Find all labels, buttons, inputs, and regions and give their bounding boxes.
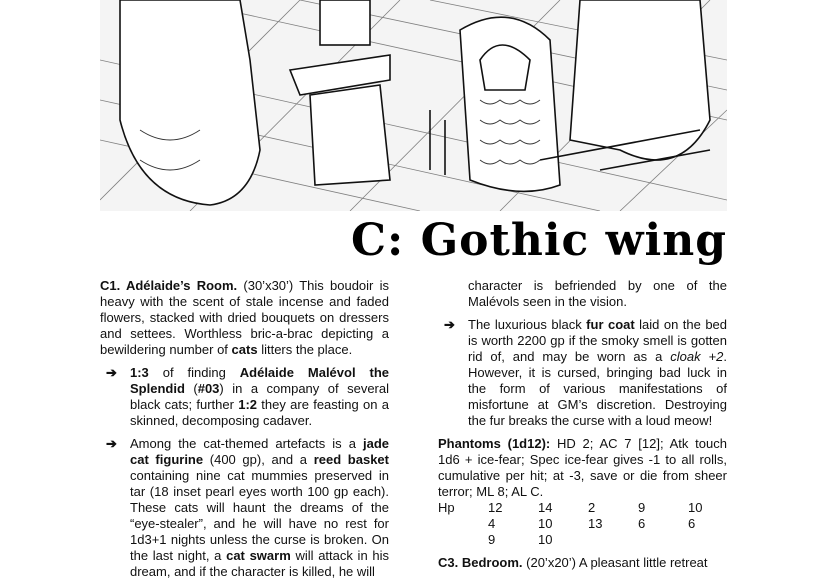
bullet-text: of finding [162,365,226,380]
c1-text: (30’x30’) This boudoir is heavy with the scent of stale incense and faded flowers, stacked with dried bouquets on dressers and settees. Worthless bric-a-brac depicting a bewildering number of [100,278,389,357]
left-column [100,278,389,580]
arrow-icon: ➔ [106,436,117,451]
treasure-item: reed basket [313,452,389,467]
hp-cell [588,532,638,548]
npc-ref: #03 [197,381,220,396]
hp-cell: 2 [588,500,596,515]
magic-item: cloak +2 [670,349,724,364]
c3-paragraph [438,555,727,571]
bullet-text: ) in a company of several black cats; further [130,381,389,412]
bullet-continuation [438,278,727,310]
arrow-icon: ➔ [444,317,455,332]
hp-cell: 12 [488,500,503,515]
bullet-text: they are feasting on a skinned, decomposing cadaver. [130,397,389,428]
monster-heading: Phantoms (1d12): [438,436,551,451]
bullet-text: laid on the bed is worth 2200 gp if the smoky smell is gotten rid of, and may be worn as a [468,317,728,364]
bullet-text: character is befriended by one of the Malévols seen in the vision. [468,278,727,309]
c1-paragraph [100,278,389,358]
odds: 1:2 [238,397,258,412]
bullet-text: ( [193,381,198,396]
hp-cell: 13 [588,516,603,531]
bullet-text: The luxurious black [468,317,582,332]
phantoms-statblock [438,436,727,500]
hp-label: Hp [438,500,455,515]
right-column [438,278,727,571]
bullet-fur-coat [438,317,727,429]
hp-cell: 9 [488,532,496,547]
arrow-icon: ➔ [106,365,117,380]
bullet-text: will attack in his dream, and if the character is killed, he will [130,548,389,579]
section-title: C: Gothic wing [351,215,727,266]
bullet-text: (400 gp), and a [209,452,308,467]
hp-cell [688,532,738,548]
hp-cell: 6 [688,516,696,531]
gothic-interior-illustration [100,0,727,211]
treasure-item: fur coat [586,317,635,332]
c1-heading: C1. Adélaide’s Room. [100,278,238,293]
hp-cell: 10 [538,532,553,547]
bullet-artefacts [100,436,389,580]
hp-cell: 10 [688,500,703,515]
odds: 1:3 [130,365,149,380]
hp-cell: 10 [538,516,553,531]
c3-heading: C3. Bedroom. [438,555,523,570]
bullet-text: Among the cat-themed artefacts is a [130,436,356,451]
monster-name: cat swarm [226,548,291,563]
c1-cats-bold: cats [231,342,258,357]
bullet-text: containing nine cat mummies preserved in tar (18 inset pearl eyes worth 100 gp each). These cats will haunt the dreams of the “eye-stealer”, and he will have no rest for 1d3+1 nights unless the curse is broken. On the last night, a [130,468,389,563]
c1-text-end: litters the place. [261,342,353,357]
hp-cell [638,532,688,548]
monster-stats: HD 2; AC 7 [12]; Atk touch 1d6 + ice-fear; Spec ice-fear gives -1 to all rolls, cumulative per hit; at -3, save or die from sheer terror; ML 8; AL C. [438,436,727,499]
hp-spacer [438,532,488,548]
hp-cell: 4 [488,516,496,531]
bullet-text: . However, it is cursed, bringing bad luck in the form of various manifestations of misfortune at GM’s discretion. Destroying the fur breaks the curse with a loud meow! [468,349,727,428]
bullet-adelaide [100,365,389,429]
hp-spacer [438,516,488,532]
npc-name: Adélaide Malévol the Splendid [130,365,389,396]
hp-cell: 6 [638,516,646,531]
hp-table [438,500,727,548]
hp-cell: 14 [538,500,553,515]
c3-text: (20’x20’) A pleasant little retreat [526,555,708,570]
hp-cell: 9 [638,500,646,515]
treasure-item: jade cat figurine [130,436,389,467]
